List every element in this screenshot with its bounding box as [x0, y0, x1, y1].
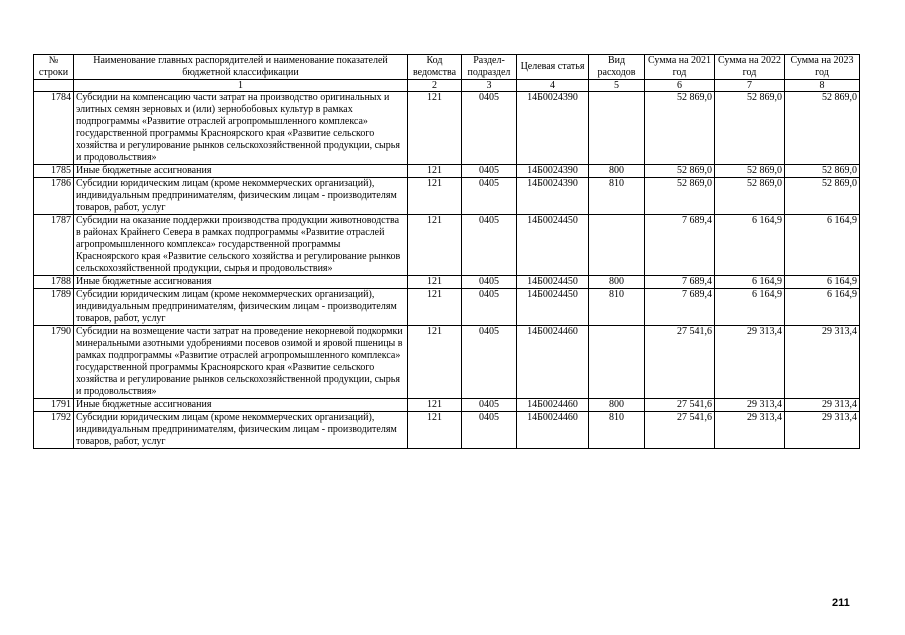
page-number: 211 [832, 597, 850, 609]
cell-row-number: 1791 [34, 399, 74, 412]
cell-department-code: 121 [408, 399, 462, 412]
cell-section: 0405 [462, 412, 517, 449]
cell-sum-2022: 52 869,0 [715, 178, 785, 215]
cell-sum-2021: 7 689,4 [645, 276, 715, 289]
cell-expense-type [589, 326, 645, 399]
cell-row-number: 1784 [34, 92, 74, 165]
cell-section: 0405 [462, 326, 517, 399]
cell-section: 0405 [462, 399, 517, 412]
cell-target-article: 14Б0024390 [517, 92, 589, 165]
cell-section: 0405 [462, 92, 517, 165]
header-sum-2022: Сумма на 2022 год [715, 55, 785, 80]
cell-row-number: 1786 [34, 178, 74, 215]
header-row-number: № строки [34, 55, 74, 80]
table-row [34, 165, 860, 178]
cell-target-article: 14Б0024460 [517, 412, 589, 449]
cell-sum-2022: 29 313,4 [715, 399, 785, 412]
cell-sum-2021: 52 869,0 [645, 178, 715, 215]
table-row [34, 92, 860, 165]
column-number: 7 [715, 80, 785, 92]
header-department-code: Код ведомства [408, 55, 462, 80]
header-name: Наименование главных распорядителей и наименование показателей бюджетной классификации [74, 55, 408, 80]
cell-expense-type [589, 92, 645, 165]
header-section: Раздел-подраздел [462, 55, 517, 80]
cell-sum-2023: 6 164,9 [785, 215, 860, 276]
cell-sum-2021: 52 869,0 [645, 92, 715, 165]
cell-target-article: 14Б0024390 [517, 178, 589, 215]
cell-department-code: 121 [408, 412, 462, 449]
table-row [34, 412, 860, 449]
cell-expense-type [589, 215, 645, 276]
table-row [34, 326, 860, 399]
cell-target-article: 14Б0024450 [517, 276, 589, 289]
cell-expense-type: 800 [589, 276, 645, 289]
cell-row-number: 1785 [34, 165, 74, 178]
cell-section: 0405 [462, 215, 517, 276]
cell-department-code: 121 [408, 165, 462, 178]
header-sum-2021: Сумма на 2021 год [645, 55, 715, 80]
cell-sum-2022: 29 313,4 [715, 326, 785, 399]
budget-table [33, 54, 860, 449]
column-number: 4 [517, 80, 589, 92]
cell-sum-2023: 52 869,0 [785, 92, 860, 165]
cell-row-number: 1790 [34, 326, 74, 399]
cell-sum-2023: 29 313,4 [785, 412, 860, 449]
cell-sum-2021: 27 541,6 [645, 326, 715, 399]
cell-name: Иные бюджетные ассигнования [74, 165, 408, 178]
cell-sum-2022: 52 869,0 [715, 165, 785, 178]
cell-section: 0405 [462, 276, 517, 289]
cell-sum-2021: 52 869,0 [645, 165, 715, 178]
cell-name: Иные бюджетные ассигнования [74, 399, 408, 412]
cell-sum-2021: 27 541,6 [645, 399, 715, 412]
cell-name: Субсидии на компенсацию части затрат на производство оригинальных и элитных семян зерновых и (или) зернобобовых культур в рамках подпрограммы «Развитие отраслей агропромышленного комплекса» государственной программы Красноярского края «Развитие сельского хозяйства и регулирование рынков сельскохозяйственной продукции, сырья и продовольствия» [74, 92, 408, 165]
column-number: 1 [74, 80, 408, 92]
cell-name: Субсидии на возмещение части затрат на проведение некорневой подкормки минеральными азотными удобрениями посевов озимой и яровой пшеницы в рамках подпрограммы «Развитие отраслей агропромышленного комплекса» государственной программы Красноярского края «Развитие сельского хозяйства и регулирование рынков сельскохозяйственной продукции, сырья и продовольствия» [74, 326, 408, 399]
cell-name: Субсидии юридическим лицам (кроме некоммерческих организаций), индивидуальным предпринимателям, физическим лицам - производителям товаров, работ, услуг [74, 412, 408, 449]
cell-sum-2022: 52 869,0 [715, 92, 785, 165]
cell-section: 0405 [462, 165, 517, 178]
cell-section: 0405 [462, 289, 517, 326]
cell-row-number: 1792 [34, 412, 74, 449]
cell-sum-2021: 7 689,4 [645, 289, 715, 326]
cell-sum-2023: 29 313,4 [785, 326, 860, 399]
cell-expense-type: 800 [589, 399, 645, 412]
column-number: 3 [462, 80, 517, 92]
cell-sum-2023: 29 313,4 [785, 399, 860, 412]
table-row [34, 215, 860, 276]
cell-sum-2022: 6 164,9 [715, 276, 785, 289]
header-target-article: Целевая статья [517, 55, 589, 80]
cell-sum-2023: 6 164,9 [785, 276, 860, 289]
table-body [34, 92, 860, 449]
header-row [34, 55, 860, 80]
cell-department-code: 121 [408, 289, 462, 326]
cell-name: Субсидии на оказание поддержки производства продукции животноводства в районах Крайнего Севера в рамках подпрограммы «Развитие отраслей агропромышленного комплекса» государственной программы Красноярского края «Развитие сельского хозяйства и регулирование рынков сельскохозяйственной продукции, сырья и продовольствия» [74, 215, 408, 276]
cell-target-article: 14Б0024450 [517, 215, 589, 276]
cell-row-number: 1789 [34, 289, 74, 326]
cell-sum-2022: 6 164,9 [715, 215, 785, 276]
cell-target-article: 14Б0024460 [517, 399, 589, 412]
cell-sum-2022: 6 164,9 [715, 289, 785, 326]
table-row [34, 276, 860, 289]
cell-department-code: 121 [408, 215, 462, 276]
cell-expense-type: 810 [589, 412, 645, 449]
column-number-row [34, 80, 860, 92]
cell-sum-2023: 52 869,0 [785, 178, 860, 215]
cell-expense-type: 800 [589, 165, 645, 178]
cell-sum-2023: 52 869,0 [785, 165, 860, 178]
cell-row-number: 1788 [34, 276, 74, 289]
cell-target-article: 14Б0024460 [517, 326, 589, 399]
cell-name: Субсидии юридическим лицам (кроме некоммерческих организаций), индивидуальным предпринимателям, физическим лицам - производителям товаров, работ, услуг [74, 178, 408, 215]
table-row [34, 178, 860, 215]
table-row [34, 289, 860, 326]
table-row [34, 399, 860, 412]
cell-section: 0405 [462, 178, 517, 215]
header-expense-type: Вид расходов [589, 55, 645, 80]
cell-sum-2021: 7 689,4 [645, 215, 715, 276]
column-number: 8 [785, 80, 860, 92]
cell-name: Иные бюджетные ассигнования [74, 276, 408, 289]
column-number: 6 [645, 80, 715, 92]
column-number-empty [34, 80, 74, 92]
cell-target-article: 14Б0024390 [517, 165, 589, 178]
cell-sum-2021: 27 541,6 [645, 412, 715, 449]
cell-department-code: 121 [408, 92, 462, 165]
cell-expense-type: 810 [589, 289, 645, 326]
cell-expense-type: 810 [589, 178, 645, 215]
column-number: 5 [589, 80, 645, 92]
cell-department-code: 121 [408, 178, 462, 215]
cell-department-code: 121 [408, 276, 462, 289]
column-number: 2 [408, 80, 462, 92]
cell-sum-2022: 29 313,4 [715, 412, 785, 449]
cell-target-article: 14Б0024450 [517, 289, 589, 326]
header-sum-2023: Сумма на 2023 год [785, 55, 860, 80]
cell-row-number: 1787 [34, 215, 74, 276]
cell-name: Субсидии юридическим лицам (кроме некоммерческих организаций), индивидуальным предпринимателям, физическим лицам - производителям товаров, работ, услуг [74, 289, 408, 326]
cell-sum-2023: 6 164,9 [785, 289, 860, 326]
cell-department-code: 121 [408, 326, 462, 399]
